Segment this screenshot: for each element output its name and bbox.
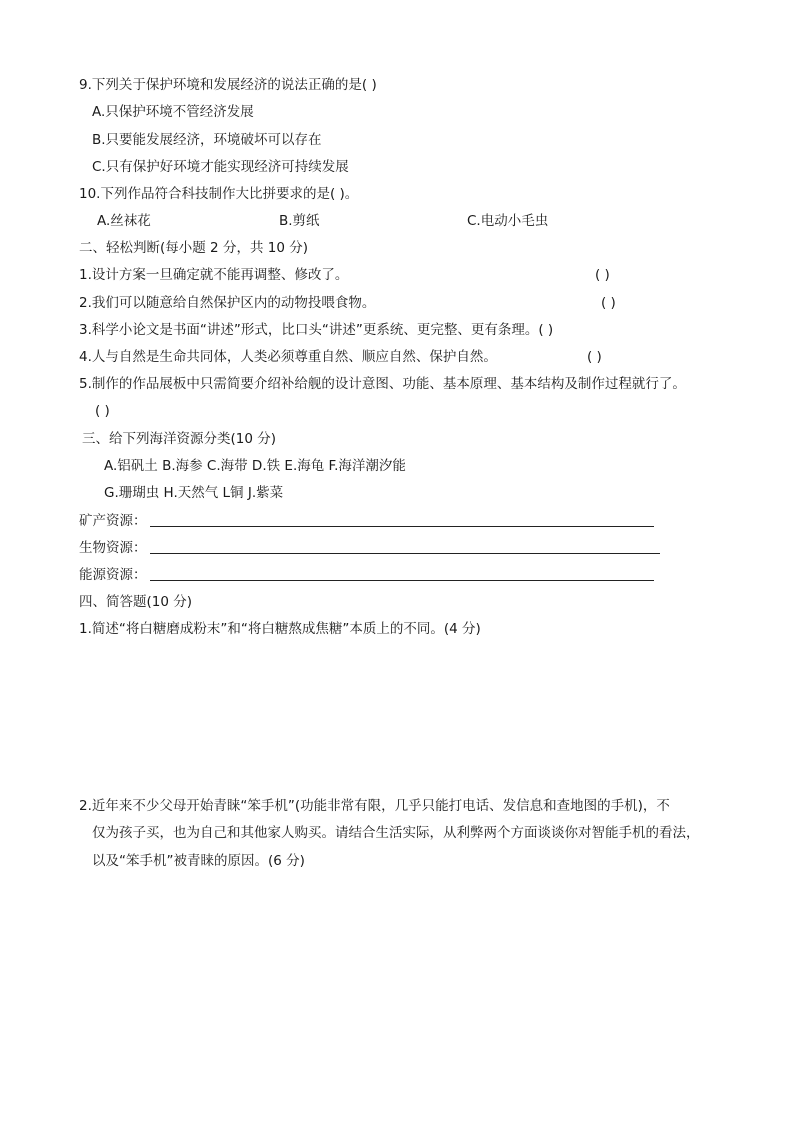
energy-answer-line[interactable] <box>150 580 654 581</box>
biological-answer-line[interactable] <box>150 553 660 554</box>
section3-title: 三、给下列海洋资源分类(10 分) <box>82 431 277 447</box>
judge-item-4: 4.人与自然是生命共同体，人类必须尊重自然、顺应自然、保护自然。 <box>79 349 497 365</box>
judge-item-2-paren: ( ) <box>601 295 616 311</box>
q9-option-b: B.只要能发展经济，环境破坏可以存在 <box>92 132 322 148</box>
short-answer-q2-line1: 2.近年来不少父母开始青睐“笨手机”(功能非常有限，几乎只能打电话、发信息和查地图的手机)，不 <box>79 798 670 814</box>
q9-stem: 9.下列关于保护环境和发展经济的说法正确的是( ) <box>79 77 377 93</box>
short-answer-q2-line2: 仅为孩子买，也为自己和其他家人购买。请结合生活实际，从利弊两个方面谈谈你对智能手机的看法， <box>92 825 700 841</box>
mineral-answer-line[interactable] <box>150 526 654 527</box>
mineral-label: 矿产资源： <box>79 513 147 529</box>
section4-title: 四、简答题(10 分) <box>79 594 193 610</box>
judge-item-1-paren: ( ) <box>595 267 610 283</box>
q10-stem: 10.下列作品符合科技制作大比拼要求的是( )。 <box>79 186 359 202</box>
energy-label: 能源资源： <box>79 567 147 583</box>
resource-options-line1: A.铝矾土 B.海参 C.海带 D.铁 E.海龟 F.海洋潮汐能 <box>104 458 406 474</box>
resource-options-line2: G.珊瑚虫 H.天然气 L铜 J.紫菜 <box>104 485 284 501</box>
judge-item-5: 5.制作的作品展板中只需简要介绍补给舰的设计意图、功能、基本原理、基本结构及制作过程就行了。 <box>79 376 686 392</box>
biological-label: 生物资源： <box>79 540 147 556</box>
section2-title: 二、轻松判断(每小题 2 分，共 10 分) <box>79 240 308 256</box>
judge-item-5-paren: ( ) <box>95 403 110 419</box>
judge-item-2: 2.我们可以随意给自然保护区内的动物投喂食物。 <box>79 295 376 311</box>
q10-option-b: B.剪纸 <box>279 213 320 229</box>
q10-option-a: A.丝袜花 <box>97 213 151 229</box>
judge-item-4-paren: ( ) <box>587 349 602 365</box>
judge-item-3: 3.科学小论文是书面“讲述”形式，比口头“讲述”更系统、更完整、更有条理。( ) <box>79 322 554 338</box>
q10-option-c: C.电动小毛虫 <box>467 213 549 229</box>
q9-option-c: C.只有保护好环境才能实现经济可持续发展 <box>92 159 349 175</box>
judge-item-1: 1.设计方案一旦确定就不能再调整、修改了。 <box>79 267 349 283</box>
short-answer-q1: 1.简述“将白糖磨成粉末”和“将白糖熬成焦糖”本质上的不同。(4 分) <box>79 621 481 637</box>
short-answer-q2-line3: 以及“笨手机”被青睐的原因。(6 分) <box>92 853 305 869</box>
q9-option-a: A.只保护环境不管经济发展 <box>92 104 254 120</box>
